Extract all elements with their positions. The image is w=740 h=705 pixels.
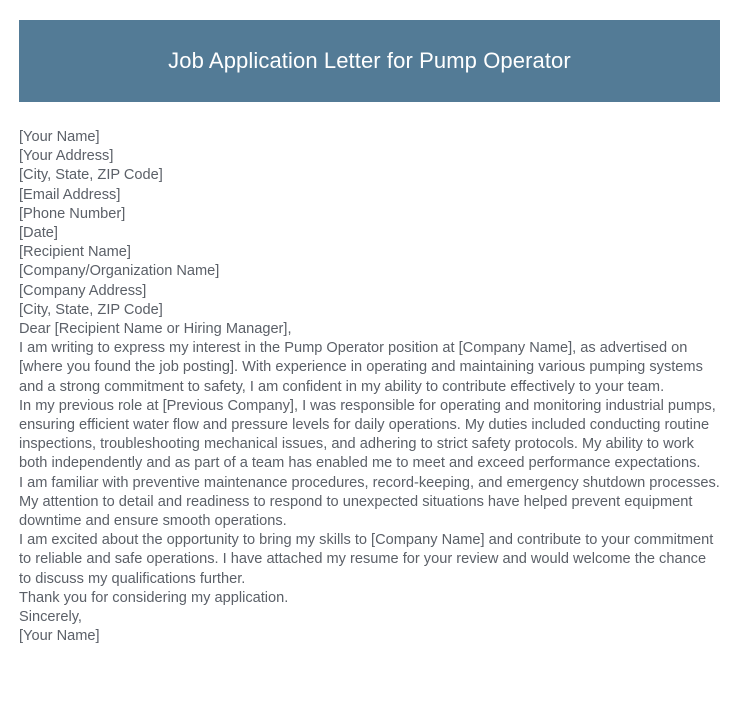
recipient-name-line: [Recipient Name]: [19, 244, 131, 261]
date-block: [19, 224, 721, 243]
sender-address-block: [19, 128, 721, 224]
recipient-city-line: [City, State, ZIP Code]: [19, 301, 163, 318]
sender-city-line: [City, State, ZIP Code]: [19, 167, 163, 184]
letter-body: [19, 128, 721, 646]
sender-email-line: [Email Address]: [19, 186, 121, 203]
paragraph-closing-interest: I am excited about the opportunity to bring my skills to [Company Name] and contribute to your commitment to reliable and safe operations. I have attached my resume for your review and would welcome the chance to discuss my qualifications further.: [19, 532, 714, 587]
document-title-bar: [19, 20, 720, 102]
recipient-address-block: [19, 243, 721, 320]
page-title: Job Application Letter for Pump Operator: [168, 47, 571, 73]
recipient-company-line: [Company/Organization Name]: [19, 263, 220, 280]
paragraph-experience: In my previous role at [Previous Company], I was responsible for operating and monitoring industrial pumps, ensuring efficient water flow and pressure levels for daily operations. My duties included conducting routine inspections, troubleshooting mechanical issues, and adhering to strict safety protocols. My ability to work both independently and as part of a team has enabled me to meet and exceed performance expectations.: [19, 397, 716, 472]
date-line: [Date]: [19, 225, 58, 242]
salutation-line: Dear [Recipient Name or Hiring Manager],: [19, 321, 292, 338]
paragraph-skills: I am familiar with preventive maintenance procedures, record-keeping, and emergency shutdown processes. My attention to detail and readiness to respond to unexpected situations have helped prevent equipment downtime and ensure smooth operations.: [19, 474, 720, 530]
sender-phone-line: [Phone Number]: [19, 205, 126, 222]
closing-line: Sincerely,: [19, 609, 82, 626]
sender-address-line: [Your Address]: [19, 148, 114, 165]
thanks-line: Thank you for considering my application.: [19, 589, 289, 606]
sender-name-line: [Your Name]: [19, 129, 100, 145]
signature-line: [Your Name]: [19, 628, 100, 645]
recipient-address-line: [Company Address]: [19, 282, 147, 299]
thanks-block: [19, 589, 721, 647]
paragraph-intro: I am writing to express my interest in the Pump Operator position at [Company Name], as advertised on [where you found the job posting]. With experience in operating and maintaining various pumping systems and a strong commitment to safety, I am confident in my ability to contribute effectively to your team.: [19, 340, 703, 395]
salutation-block: [19, 320, 721, 339]
